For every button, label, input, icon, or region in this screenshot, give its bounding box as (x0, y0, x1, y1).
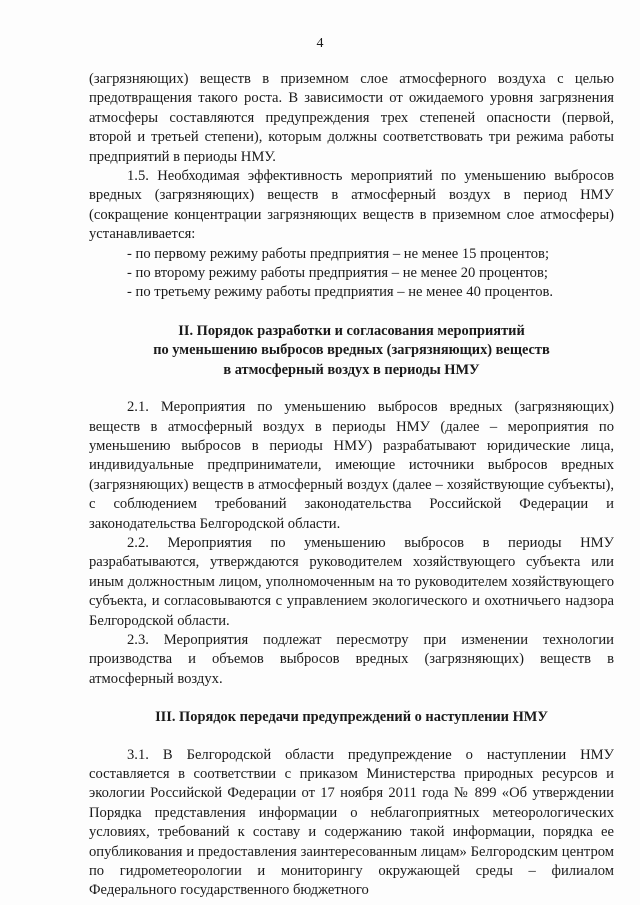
section-2-heading-line-3: в атмосферный воздух в периоды НМУ (223, 361, 480, 378)
section-3-heading: III. Порядок передачи предупреждений о наступлении НМУ (155, 709, 548, 726)
paragraph-2-3: 2.3. Мероприятия подлежат пересмотру при изменении технологии производства и объемов выбросов вредных (загрязняющих) веществ в атмосферный воздух. (89, 631, 614, 687)
list-item-mode-3: - по третьему режиму работы предприятия – не менее 40 процентов. (127, 284, 554, 301)
list-item-mode-1: - по первому режиму работы предприятия – не менее 15 процентов; (127, 245, 549, 262)
section-2-heading (89, 322, 614, 380)
list-item-mode-2: - по второму режиму работы предприятия – не менее 20 процентов; (127, 265, 548, 282)
paragraph-1-5: 1.5. Необходимая эффективность мероприятий по уменьшению выбросов вредных (загрязняющих) веществ в атмосферный воздух в период НМУ (сокращение концентрации загрязняющих веществ в приземном слое атмосферы) устанавливается: (89, 168, 614, 243)
paragraph-2-2: 2.2. Мероприятия по уменьшению выбросов в периоды НМУ разрабатываются, утверждаются руководителем хозяйствующего субъекта или иным должностным лицом, уполномоченным на то руководителем хозяйствующего субъекта, и согласовываются с управлением экологического и охотничьего надзора Белгородской области. (89, 534, 614, 629)
paragraph-2-1: 2.1. Мероприятия по уменьшению выбросов вредных (загрязняющих) веществ в атмосферный воздух в периоды НМУ (далее – мероприятия по уменьшению выбросов в периоды НМУ) разрабатывают юридические лица, индивидуальные предприниматели, имеющие источники выбросов вредных (загрязняющих) веществ в атмосферный воздух (далее – хозяйствующие субъекты), с соблюдением требований законодательства Российской Федерации и законодательства Белгородской области. (89, 399, 614, 532)
section-2-heading-line-2: по уменьшению выбросов вредных (загрязняющих) веществ (153, 342, 550, 359)
paragraph-continuation: (загрязняющих) веществ в приземном слое атмосферного воздуха с целью предотвращения такого роста. В зависимости от ожидаемого уровня загрязнения атмосферы составляются предупреждения трех степеней опасности (первой, второй и третьей степени), которым должны соответствовать три режима работы предприятий в периоды НМУ. (89, 71, 614, 165)
document-body (89, 70, 614, 901)
page-number: 4 (316, 36, 324, 51)
section-2-heading-line-1: II. Порядок разработки и согласования мероприятий (178, 322, 525, 339)
paragraph-3-1: 3.1. В Белгородской области предупреждение о наступлении НМУ составляется в соответствии с приказом Министерства природных ресурсов и экологии Российской Федерации от 17 ноября 2011 года № 899 «Об утверждении Порядка представления информации о неблагоприятных метеорологических условиях, требований к составу и содержанию такой информации, порядка ее опубликования и предоставления заинтересованным лицам» Белгородским центром по гидрометеорологии и мониторингу окружающей среды – филиалом Федерального государственного бюджетного (89, 746, 614, 899)
